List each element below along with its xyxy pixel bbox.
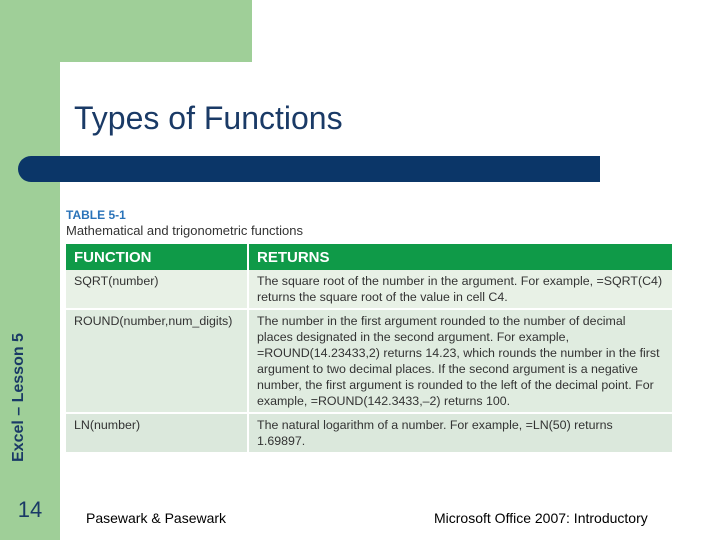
column-header-function: FUNCTION bbox=[66, 244, 248, 270]
table-header-row bbox=[66, 244, 672, 270]
table-row bbox=[66, 413, 672, 453]
returns-cell: The natural logarithm of a number. For example, =LN(50) returns 1.69897. bbox=[248, 413, 672, 453]
function-cell: SQRT(number) bbox=[66, 270, 248, 309]
table-label: TABLE 5-1 bbox=[66, 208, 126, 222]
top-green-band bbox=[60, 0, 252, 62]
function-cell: LN(number) bbox=[66, 413, 248, 453]
lesson-side-label: Excel – Lesson 5 bbox=[10, 333, 27, 462]
table-row bbox=[66, 309, 672, 413]
left-green-band bbox=[0, 0, 60, 540]
function-cell: ROUND(number,num_digits) bbox=[66, 309, 248, 413]
returns-cell: The number in the first argument rounded to the number of decimal places designated in the second argument. For example, =ROUND(14.23433,2) returns 14.23, which rounds the number in the first argument to two decimal places. If the second argument is a negative number, the first argument is rounded to the left of the decimal point. For example, =ROUND(142.3433,–2) returns 100. bbox=[248, 309, 672, 413]
corner-curve bbox=[60, 62, 100, 102]
footer-course: Microsoft Office 2007: Introductory bbox=[434, 510, 648, 526]
table-caption: Mathematical and trigonometric functions bbox=[66, 223, 304, 238]
title-underline-bar bbox=[18, 156, 600, 182]
footer-author: Pasewark & Pasewark bbox=[86, 510, 227, 526]
column-header-returns: RETURNS bbox=[248, 244, 672, 270]
returns-cell: The square root of the number in the argument. For example, =SQRT(C4) returns the square root of the value in cell C4. bbox=[248, 270, 672, 309]
functions-table bbox=[66, 244, 672, 454]
table-row bbox=[66, 270, 672, 309]
slide-number: 14 bbox=[17, 497, 43, 522]
slide-title: Types of Functions bbox=[74, 100, 343, 136]
